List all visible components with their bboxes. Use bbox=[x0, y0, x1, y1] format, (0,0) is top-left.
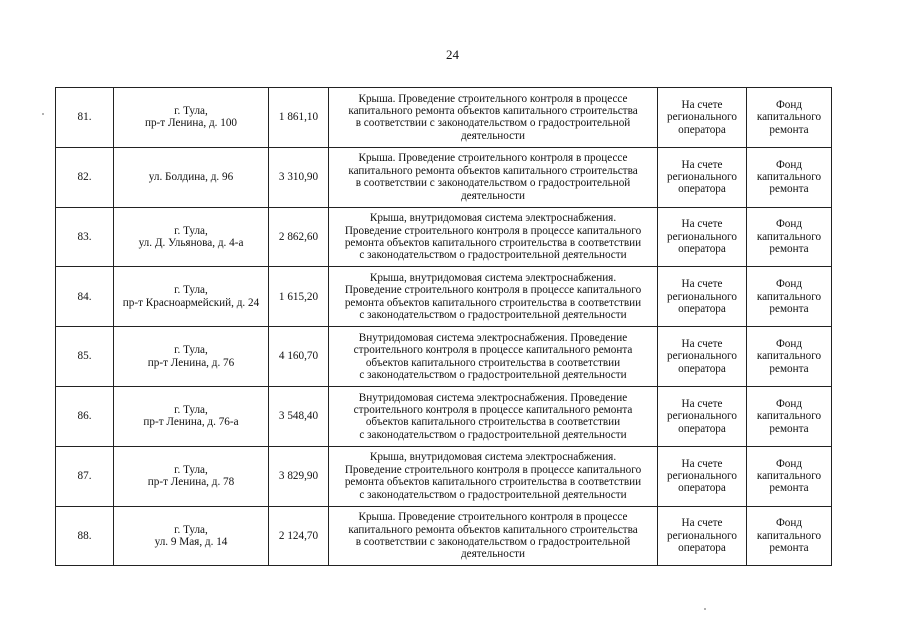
repair-works-table bbox=[55, 87, 832, 566]
cost-cell: 1 615,20 bbox=[269, 267, 329, 327]
funding-source-cell: Фонд капитального ремонта bbox=[747, 327, 832, 387]
table-row bbox=[56, 386, 832, 446]
cost-cell: 1 861,10 bbox=[269, 88, 329, 148]
fund-account-cell: На счете регионального оператора bbox=[658, 147, 747, 207]
address-cell: ул. Болдина, д. 96 bbox=[114, 147, 269, 207]
work-description-cell: Крыша. Проведение строительного контроля в процессе капитального ремонта объектов капитального строительства в соответствии с законодательством о градостроительной деятельности bbox=[329, 147, 658, 207]
cost-cell: 3 548,40 bbox=[269, 386, 329, 446]
address-cell: г. Тула, пр-т Ленина, д. 78 bbox=[114, 446, 269, 506]
work-description-cell: Внутридомовая система электроснабжения. Проведение строительного контроля в процессе капитального ремонта объектов капитального строительства в соответствии с законодательством о градостроительной деятельности bbox=[329, 386, 658, 446]
funding-source-cell: Фонд капитального ремонта bbox=[747, 506, 832, 566]
cost-cell: 3 829,90 bbox=[269, 446, 329, 506]
address-cell: г. Тула, пр-т Ленина, д. 76 bbox=[114, 327, 269, 387]
address-cell: г. Тула, пр-т Ленина, д. 100 bbox=[114, 88, 269, 148]
cost-cell: 2 862,60 bbox=[269, 207, 329, 267]
address-cell: г. Тула, пр-т Ленина, д. 76-а bbox=[114, 386, 269, 446]
row-number: 87. bbox=[56, 446, 114, 506]
scan-speck bbox=[42, 113, 44, 115]
table-row bbox=[56, 88, 832, 148]
cost-cell: 2 124,70 bbox=[269, 506, 329, 566]
fund-account-cell: На счете регионального оператора bbox=[658, 446, 747, 506]
work-description-cell: Крыша. Проведение строительного контроля в процессе капитального ремонта объектов капитального строительства в соответствии с законодательством о градостроительной деятельности bbox=[329, 506, 658, 566]
funding-source-cell: Фонд капитального ремонта bbox=[747, 88, 832, 148]
funding-source-cell: Фонд капитального ремонта bbox=[747, 267, 832, 327]
table-row bbox=[56, 446, 832, 506]
address-cell: г. Тула, ул. Д. Ульянова, д. 4-а bbox=[114, 207, 269, 267]
fund-account-cell: На счете регионального оператора bbox=[658, 327, 747, 387]
row-number: 85. bbox=[56, 327, 114, 387]
page-number: 24 bbox=[446, 47, 459, 62]
row-number: 86. bbox=[56, 386, 114, 446]
row-number: 83. bbox=[56, 207, 114, 267]
cost-cell: 4 160,70 bbox=[269, 327, 329, 387]
work-description-cell: Крыша, внутридомовая система электроснабжения. Проведение строительного контроля в процессе капитального ремонта объектов капитального строительства в соответствии с законодательством о градостроительной деятельности bbox=[329, 446, 658, 506]
fund-account-cell: На счете регионального оператора bbox=[658, 88, 747, 148]
row-number: 88. bbox=[56, 506, 114, 566]
funding-source-cell: Фонд капитального ремонта bbox=[747, 207, 832, 267]
work-description-cell: Внутридомовая система электроснабжения. Проведение строительного контроля в процессе капитального ремонта объектов капитального строительства в соответствии с законодательством о градостроительной деятельности bbox=[329, 327, 658, 387]
cost-cell: 3 310,90 bbox=[269, 147, 329, 207]
scan-speck bbox=[704, 608, 706, 610]
fund-account-cell: На счете регионального оператора bbox=[658, 207, 747, 267]
funding-source-cell: Фонд капитального ремонта bbox=[747, 386, 832, 446]
address-cell: г. Тула, пр-т Красноармейский, д. 24 bbox=[114, 267, 269, 327]
funding-source-cell: Фонд капитального ремонта bbox=[747, 446, 832, 506]
fund-account-cell: На счете регионального оператора bbox=[658, 267, 747, 327]
table-row bbox=[56, 207, 832, 267]
table-row bbox=[56, 147, 832, 207]
table-row bbox=[56, 506, 832, 566]
work-description-cell: Крыша, внутридомовая система электроснабжения. Проведение строительного контроля в процессе капитального ремонта объектов капитального строительства в соответствии с законодательством о градостроительной деятельности bbox=[329, 207, 658, 267]
row-number: 84. bbox=[56, 267, 114, 327]
table-body bbox=[56, 88, 832, 566]
work-description-cell: Крыша, внутридомовая система электроснабжения. Проведение строительного контроля в процессе капитального ремонта объектов капитального строительства в соответствии с законодательством о градостроительной деятельности bbox=[329, 267, 658, 327]
table-row bbox=[56, 327, 832, 387]
fund-account-cell: На счете регионального оператора bbox=[658, 386, 747, 446]
address-cell: г. Тула, ул. 9 Мая, д. 14 bbox=[114, 506, 269, 566]
fund-account-cell: На счете регионального оператора bbox=[658, 506, 747, 566]
funding-source-cell: Фонд капитального ремонта bbox=[747, 147, 832, 207]
table-row bbox=[56, 267, 832, 327]
row-number: 82. bbox=[56, 147, 114, 207]
row-number: 81. bbox=[56, 88, 114, 148]
work-description-cell: Крыша. Проведение строительного контроля в процессе капитального ремонта объектов капитального строительства в соответствии с законодательством о градостроительной деятельности bbox=[329, 88, 658, 148]
